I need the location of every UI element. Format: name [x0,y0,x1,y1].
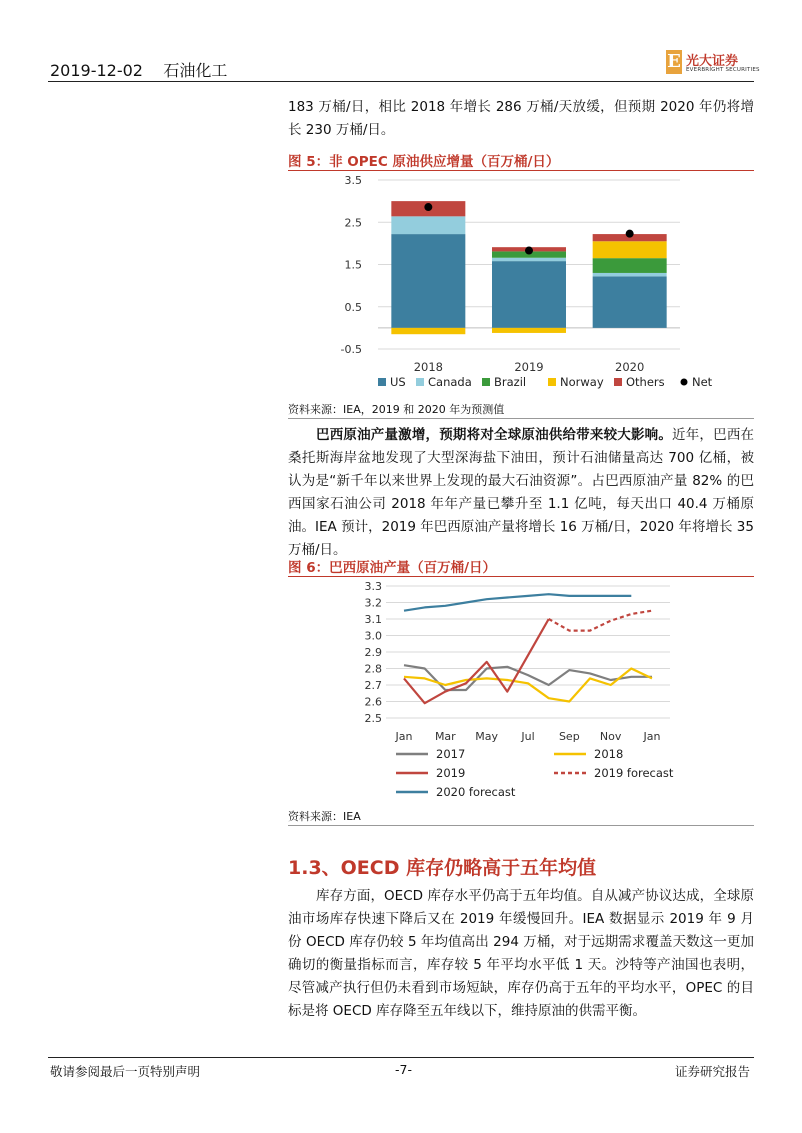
y-tick-label: -0.5 [340,343,362,356]
footer-disclaimer: 敬请参阅最后一页特别声明 [50,1064,201,1079]
legend-marker-norway [548,378,556,386]
legend-label: Net [692,375,713,389]
bar-us-2019 [492,261,566,328]
footer-report-type: 证券研究报告 [675,1064,751,1079]
header-divider [48,81,754,82]
bar-norway-2019 [492,328,566,333]
bar-brazil-2020 [593,258,667,273]
logo-name-cn: 光大证券 [686,54,739,69]
bar-canada-2020 [593,273,667,276]
bar-us-2018 [391,234,465,328]
x-tick-label: 2018 [413,360,443,374]
x-tick-label: Jul [521,730,535,743]
y-tick-label: 1.5 [344,258,362,272]
bar-canada-2019 [492,258,566,261]
figure6-chart [340,578,685,803]
y-tick-label: 2.6 [364,695,382,709]
legend-marker-us [378,378,386,386]
bar-us-2020 [593,276,667,328]
y-tick-label: 2.7 [364,679,382,692]
figure6-y-axis [365,580,383,725]
x-tick-label: May [475,730,499,743]
legend-marker-others [614,378,622,386]
legend-label: 2017 [436,747,466,761]
figure5-title-rule [288,170,754,171]
footer-divider [48,1057,754,1058]
net-point-2018 [424,203,432,211]
figure5-legend [378,375,713,389]
figure5-chart [330,172,713,398]
report-sector: 石油化工 [163,61,228,80]
x-tick-label: 2019 [514,360,544,374]
y-tick-label: 3.1 [364,613,382,626]
x-tick-label: Jan [395,730,413,743]
net-point-2020 [626,230,634,238]
net-point-2019 [525,247,533,255]
legend-label: US [390,375,406,389]
report-header [50,58,227,81]
figure5-source-rule [288,418,754,419]
x-tick-label: Jan [643,730,661,743]
legend-label: 2019 [436,766,466,780]
figure6-lines [404,594,652,703]
figure6-x-axis [395,730,661,743]
page-number: -7- [395,1062,412,1077]
line-2019-forecast [549,611,652,631]
figure5-bars [391,201,666,334]
y-tick-label: 2.9 [364,646,382,659]
x-tick-label: Mar [434,730,456,743]
report-date: 2019-12-02 [50,61,143,80]
figure6-title: 图 6：巴西原油产量（百万桶/日） [288,560,497,576]
figure6-source: 资料来源：IEA [288,810,361,823]
figure5-title: 图 5：非 OPEC 原油供应增量（百万桶/日） [288,154,560,170]
x-tick-label: Nov [599,730,622,743]
paragraph-inventory: 库存方面，OECD 库存水平仍高于五年均值。自从减产协议达成，全球原油市场库存快速下降后又在 2019 年缓慢回升。IEA 数据显示 2019 年 9 月份 OECD 库存仍较 5 年均值高出 294 万桶，对于远期需求覆盖天数这一更加确切的衡量指标而言，库存较 5 年平均水平低 1 天。沙特等产油国也表明，尽管减产执行但仍未看到市场短缺，库存仍高于五年的平均水平，OPEC 的目标是将 OECD 库存降至五年线以下，维持原油的供需平衡。 [288,888,754,1019]
logo-letter: E [667,51,681,72]
legend-label: Norway [560,375,604,389]
line-2019 [404,619,549,703]
bar-norway-2018 [391,328,465,334]
logo-name-en: EVERBRIGHT SECURITIES [686,67,760,73]
figure5-source: 资料来源：IEA，2019 和 2020 年为预测值 [288,403,505,416]
y-tick-label: 0.5 [344,300,362,314]
bar-canada-2018 [391,216,465,234]
legend-marker-net [681,379,688,386]
figure6-legend [396,747,674,799]
legend-marker-brazil [482,378,490,386]
paragraph-brazil-lead: 巴西原油产量激增，预期将对全球原油供给带来较大影响。 [316,427,673,443]
legend-marker-canada [416,378,424,386]
paragraph-brazil [288,424,754,562]
figure6-title-rule [288,576,754,577]
y-tick-label: 3.0 [364,629,382,643]
company-logo [666,50,760,76]
figure6-source-rule [288,825,754,826]
y-tick-label: 2.5 [344,216,362,230]
legend-label: Brazil [494,375,527,389]
y-tick-label: 3.3 [364,580,382,593]
figure5-x-axis [414,360,645,374]
figure5-y-axis [341,174,362,356]
y-tick-label: 2.5 [364,712,382,725]
legend-label: Others [626,375,665,389]
y-tick-label: 3.5 [344,174,362,187]
y-tick-label: 3.2 [364,596,382,610]
legend-label: Canada [428,375,472,389]
bar-norway-2020 [593,241,667,258]
x-tick-label: Sep [558,730,580,743]
legend-label: 2020 forecast [436,785,516,799]
paragraph-intro: 183 万桶/日，相比 2018 年增长 286 万桶/天放缓，但预期 2020 年仍将增长 230 万桶/日。 [288,99,754,138]
section-title: 1.3、OECD 库存仍略高于五年均值 [288,857,597,879]
legend-label: 2018 [594,747,624,761]
legend-label: 2019 forecast [594,766,674,780]
paragraph-brazil-body: 近年，巴西在桑托斯海岸盆地发现了大型深海盐下油田，预计石油储量高达 700 亿桶，被认为是“新千年以来世界上发现的最大石油资源”。占巴西原油产量 82% 的巴西国家石油公司 2018 年年产量已攀升至 1.1 亿吨，每天出口 40.4 万桶原油。IEA 预计，2019 年巴西原油产量将增长 16 万桶/日，2020 年将增长 35 万桶/日。 [288,427,755,558]
x-tick-label: 2020 [615,360,645,374]
figure6-gridlines [386,586,670,718]
y-tick-label: 2.8 [364,662,382,676]
